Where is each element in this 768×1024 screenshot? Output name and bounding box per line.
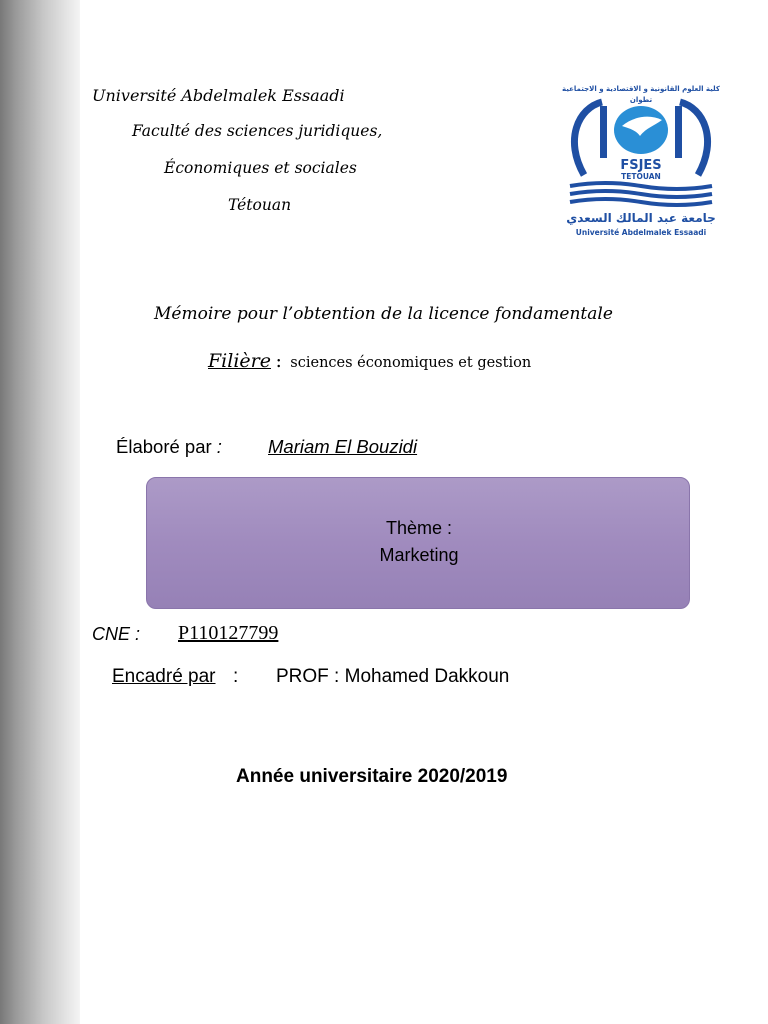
prepared-by-label — [116, 436, 222, 458]
university-name: Université Abdelmalek Essaadi — [92, 86, 345, 105]
logo-wave-2 — [570, 191, 712, 197]
logo-arabic-university: جامعة عبد المالك السعدي — [566, 211, 716, 225]
cne-value: P110127799 — [178, 622, 279, 644]
author-name: Mariam El Bouzidi — [268, 436, 418, 457]
logo-city: TETOUAN — [621, 172, 661, 181]
left-gradient-bar — [0, 0, 80, 1024]
logo-wave-1 — [570, 183, 712, 189]
academic-year: Année universitaire 2020/2019 — [236, 766, 508, 787]
logo-left-pillar — [600, 106, 607, 158]
filiere-colon: : — [275, 350, 282, 372]
logo-left-arc — [574, 102, 602, 175]
logo-wave-3 — [570, 199, 712, 205]
filiere-line — [208, 350, 531, 372]
filiere-value: sciences économiques et gestion — [290, 355, 532, 371]
logo-latin-university: Université Abdelmalek Essaadi — [575, 228, 707, 237]
memoire-purpose: Mémoire pour l’obtention de la licence fondamentale — [154, 304, 613, 324]
logo-acronym: FSJES — [620, 158, 662, 173]
supervised-by-label: Encadré par — [112, 666, 216, 687]
logo-arabic-top-line1: كلية العلوم القانونية و الاقتصادية و الاجتماعية — [562, 85, 720, 93]
supervisor-name: PROF : Mohamed Dakkoun — [276, 666, 510, 687]
logo-right-pillar — [675, 106, 682, 158]
fsjes-logo — [556, 80, 726, 242]
logo-arabic-top-line2: تطوان — [629, 96, 653, 104]
faculty-line-1: Faculté des sciences juridiques, — [132, 122, 383, 140]
theme-box — [146, 477, 690, 609]
filiere-label: Filière — [208, 350, 271, 372]
faculty-line-2: Économiques et sociales — [164, 159, 357, 177]
cne-label: CNE : — [92, 624, 141, 644]
prepared-by-label-text: Élaboré par — [116, 436, 212, 457]
theme-value: Marketing — [379, 545, 459, 565]
city-name: Tétouan — [228, 196, 292, 214]
logo-right-arc — [680, 102, 708, 175]
prepared-by-colon: : — [216, 436, 222, 457]
supervised-by-colon: : — [233, 666, 239, 687]
theme-title: Thème : — [385, 518, 453, 538]
